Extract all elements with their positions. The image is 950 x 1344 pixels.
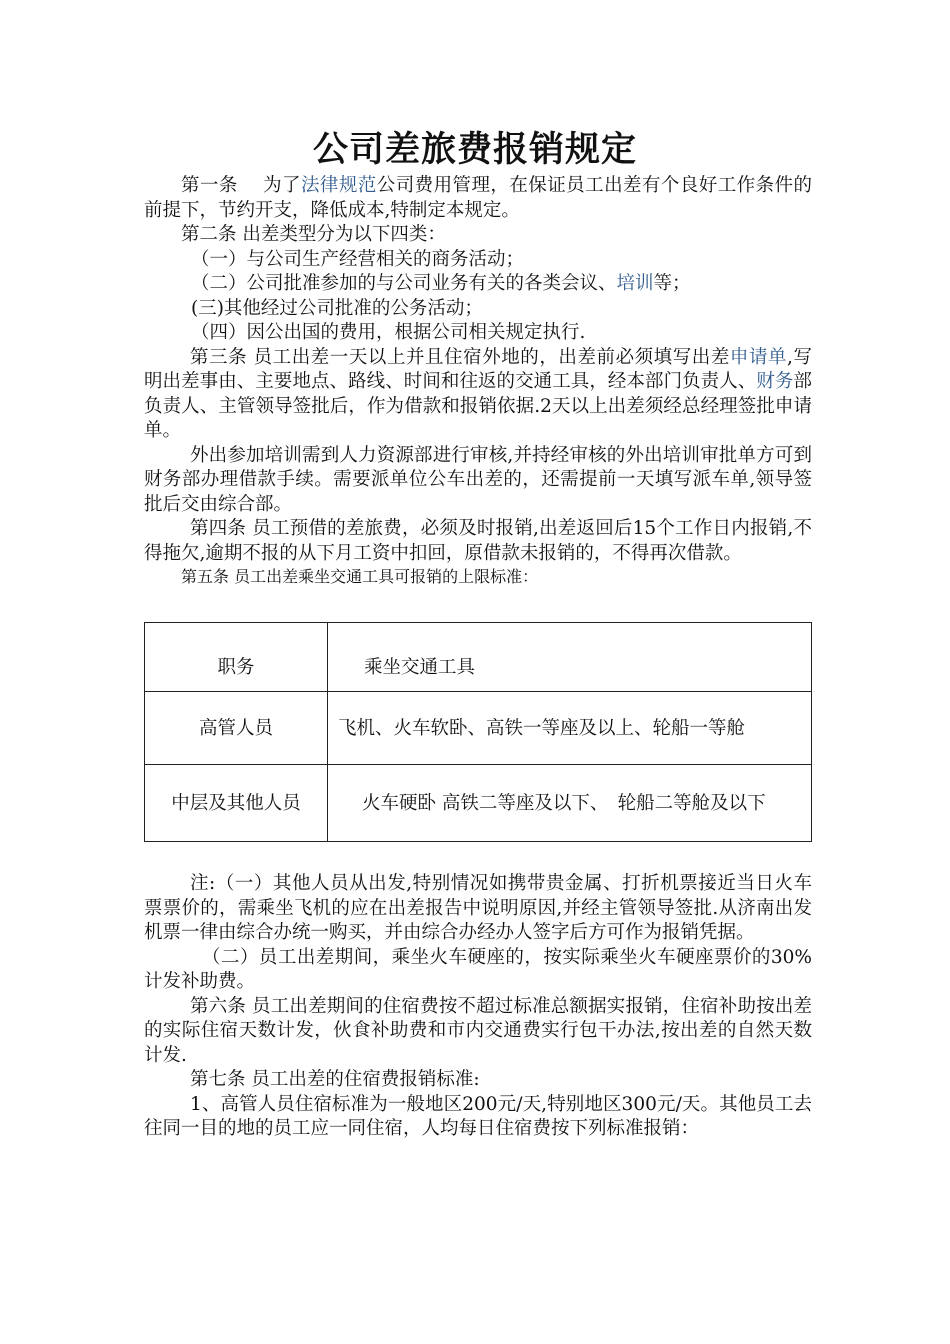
table-row (145, 692, 812, 765)
article-7: 第七条 员工出差的住宿费报销标准: (190, 1069, 480, 1090)
article-2-item-2-text-end: 等； (653, 273, 691, 294)
article-4: 第四条 员工预借的差旅费，必须及时报销,出差返回后15个工作日内报销,不得拖欠,逾期不报的从下月工资中扣回，原借款未报销的，不得再次借款。 (144, 518, 812, 564)
article-2-item-2-text: （二）公司批准参加的与公司业务有关的各类会议、 (191, 273, 617, 294)
note-2: （二）员工出差期间，乘坐火车硬座的，按实际乘坐火车硬座票价的30%计发补助费。 (144, 946, 812, 992)
regulation-body (144, 174, 812, 588)
article-5-caption: 第五条 员工出差乘坐交通工具可报销的上限标准： (181, 567, 539, 586)
article-7-item-1: 1、高管人员住宿标准为一般地区200元/天,特别地区300元/天。其他员工去往同一目的地的员工应一同住宿，人均每日住宿费按下列标准报销： (144, 1093, 812, 1139)
article-3-text-end: 部负责人、主管领导签批后，作为借款和报销依据.2天以上出差须经总经理签批申请单。 (144, 371, 812, 441)
article-2-item-2 (144, 272, 812, 297)
article-2: 第二条 出差类型分为以下四类： (181, 224, 446, 245)
article-2-item-1: （一）与公司生产经营相关的商务活动； (191, 248, 525, 270)
training-link[interactable]: 培训 (616, 273, 654, 294)
header-transport: 乘坐交通工具 (328, 623, 812, 692)
article-6: 第六条 员工出差期间的住宿费按不超过标准总额据实报销，住宿补助按出差的实际住宿天数计发，伙食补助费和市内交通费实行包干办法,按出差的自然天数计发. (144, 995, 812, 1066)
row-role: 中层及其他人员 (145, 765, 328, 842)
header-role: 职务 (145, 623, 328, 692)
note-1: 注:（一）其他人员从出发,特别情况如携带贵金属、打折机票接近当日火车票票价的，需乘坐飞机的应在出差报告中说明原因,并经主管领导签批.从济南出发机票一律由综合办统一购买，并由综合办经办人签字后方可作为报销凭据。 (144, 873, 812, 943)
table-header-row (145, 623, 812, 692)
table-row (145, 765, 812, 842)
legal-norm-link[interactable]: 法律规范 (300, 175, 377, 196)
article-3-text-mid: ,写明出差事由、主要地点、路线、时间和往返的交通工具，经本部门负责人、 (144, 346, 812, 392)
finance-link[interactable]: 财务 (756, 371, 794, 392)
article-1 (144, 174, 812, 223)
row-transport: 火车硬卧 高铁二等座及以下、 轮船二等舱及以下 (328, 765, 812, 842)
article-1-text-end: 公司费用管理，在保证员工出差有个良好工作条件的前提下，节约开支，降低成本,特制定本规定。 (144, 175, 812, 221)
training-paragraph: 外出参加培训需到人力资源部进行审核,并持经审核的外出培训审批单方可到财务部办理借款手续。需要派单位公车出差的，还需提前一天填写派车单,领导签批后交由综合部。 (144, 444, 812, 515)
application-form-link[interactable]: 申请单 (729, 346, 788, 368)
row-role: 高管人员 (145, 692, 328, 765)
document-title: 公司差旅费报销规定 (312, 130, 637, 170)
notes-section (144, 872, 812, 1142)
article-1-text: 第一条 为了 (181, 175, 301, 196)
article-3 (144, 346, 812, 444)
article-3-text: 第三条 员工出差一天以上并且住宿外地的，出差前必须填写出差 (190, 346, 730, 368)
transport-standard-table (144, 622, 812, 842)
article-2-item-4: （四）因公出国的费用，根据公司相关规定执行. (191, 322, 586, 343)
article-2-item-3: (三)其他经过公司批准的公务活动； (191, 297, 483, 319)
row-transport: 飞机、火车软卧、高铁一等座及以上、轮船一等舱 (328, 692, 812, 765)
